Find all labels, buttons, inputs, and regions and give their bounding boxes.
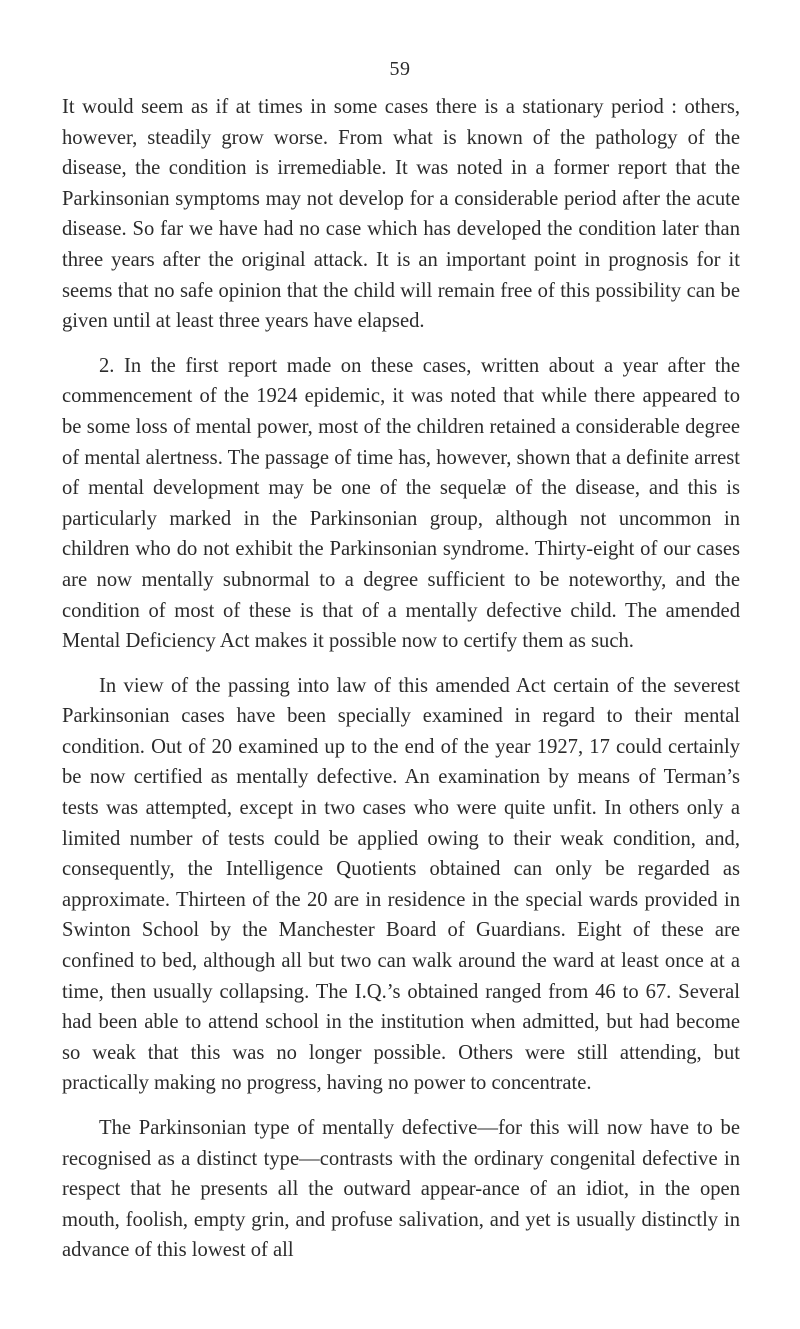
page-number: 59	[389, 58, 411, 80]
paragraph-examination: In view of the passing into law of this amended Act certain of the severest Parkinsonian cases have been specially examined in regard to their mental condition. Out of 20 examined up to the end of the year 1927, 17 could certainly be now certified as mentally defective. An examination by means of Terman’s tests was attempted, except in two cases who were quite unfit. In others only a limited number of tests could be applied owing to their weak condition, and, consequently, the Intelligence Quotients obtained can only be regarded as approximate. Thirteen of the 20 are in residence in the special wards provided in Swinton School by the Manchester Board of Guardians. Eight of these are confined to bed, although all but two can walk around the ward at least once at a time, then usually collapsing. The I.Q.’s obtained ranged from 46 to 67. Several had been able to attend school in the institution when admitted, but had become so weak that this was no longer possible. Others were still attending, but practically making no progress, having no power to concentrate.	[62, 674, 740, 1095]
paragraph-parkinsonian-type: The Parkinsonian type of mentally defective—for this will now have to be recognised as a distinct type—contrasts with the ordinary congenital defective in respect that he presents all the outward appear-ance of an idiot, in the open mouth, foolish, empty grin, and profuse salivation, and yet is usually distinctly in advance of this lowest of all	[62, 1117, 740, 1262]
paragraph-mental-power: 2. In the first report made on these cases, written about a year after the commencement of the 1924 epidemic, it was noted that while there appeared to be some loss of mental power, most of the children retained a considerable degree of mental alertness. The passage of time has, however, shown that a definite arrest of mental development may be one of the sequelæ of the disease, and this is particularly marked in the Parkinsonian group, although not uncommon in children who do not exhibit the Parkinsonian syndrome. Thirty-eight of our cases are now mentally subnormal to a degree sufficient to be noteworthy, and the condition of most of these is that of a mentally defective child. The amended Mental Deficiency Act makes it possible now to certify them as such.	[62, 354, 740, 653]
paragraph-continuation: It would seem as if at times in some cases there is a stationary period : others, however, steadily grow worse. From what is known of the pathology of the disease, the condition is irremediable. It was noted in a former report that the Parkinsonian symptoms may not develop for a considerable period after the acute disease. So far we have had no case which has developed the condition later than three years after the original attack. It is an important point in prognosis for it seems that no safe opinion that the child will remain free of this possibility can be given until at least three years have elapsed.	[62, 96, 740, 333]
text-body	[62, 92, 740, 1266]
